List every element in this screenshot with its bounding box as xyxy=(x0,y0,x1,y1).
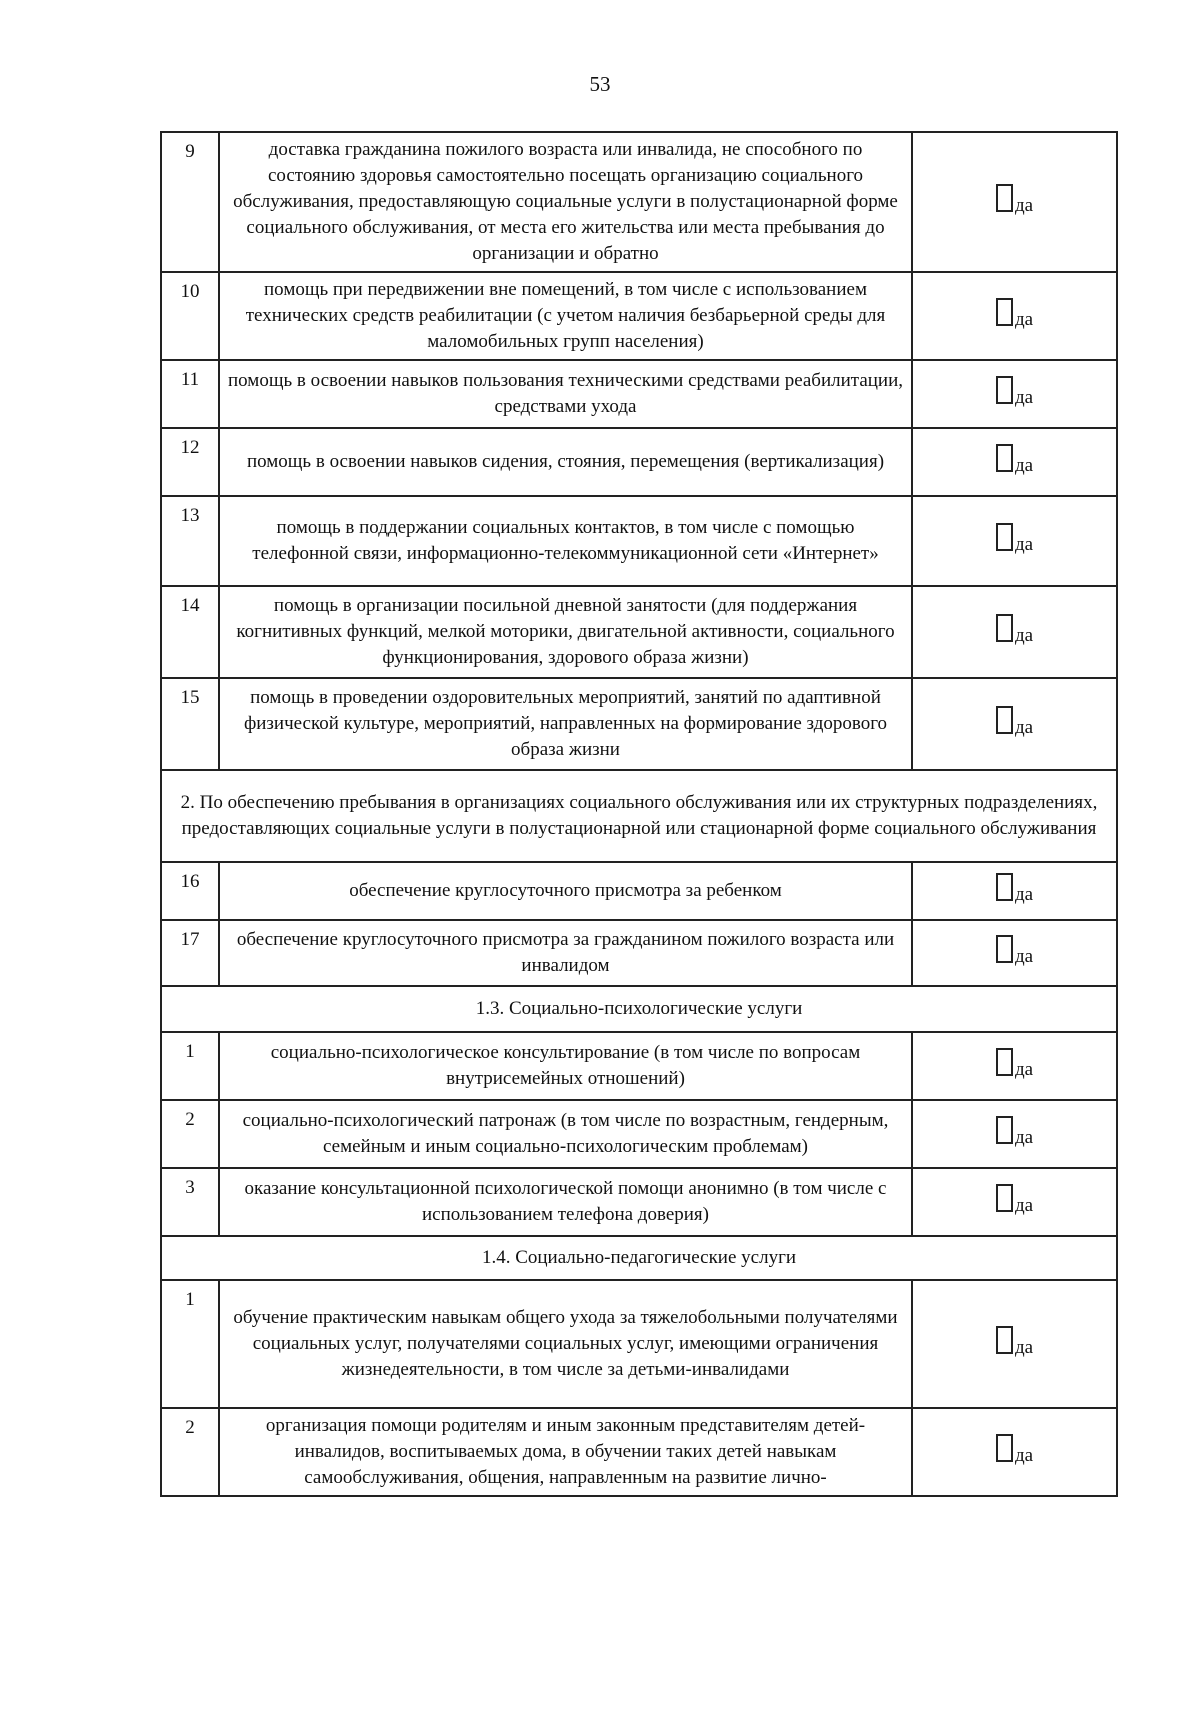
checkbox-label: да xyxy=(1014,717,1034,738)
checkbox-label: да xyxy=(1014,1445,1034,1466)
checkbox-label: да xyxy=(1014,625,1034,646)
checkbox-square-icon[interactable] xyxy=(996,1326,1013,1354)
section-header-row xyxy=(161,986,1117,1032)
page-number: 53 xyxy=(589,72,611,96)
checkbox-label: да xyxy=(1014,387,1034,408)
yes-checkbox[interactable] xyxy=(996,1434,1034,1466)
yes-checkbox[interactable] xyxy=(996,873,1034,905)
checkbox-label: да xyxy=(1014,195,1034,216)
service-row xyxy=(161,132,1117,272)
checkbox-label: да xyxy=(1014,884,1034,905)
checkbox-square-icon[interactable] xyxy=(996,523,1013,551)
checkbox-cell xyxy=(912,1032,1117,1100)
service-description: помощь в поддержании социальных контактов, в том числе с помощью телефонной связи, информационно-телекоммуникационной сети «Интернет» xyxy=(219,496,912,586)
checkbox-cell xyxy=(912,496,1117,586)
section-header-row xyxy=(161,770,1117,862)
checkbox-cell xyxy=(912,1168,1117,1236)
row-number: 9 xyxy=(161,132,219,272)
service-row xyxy=(161,586,1117,678)
row-number: 2 xyxy=(161,1408,219,1496)
checkbox-square-icon[interactable] xyxy=(996,298,1013,326)
service-row xyxy=(161,1168,1117,1236)
checkbox-label: да xyxy=(1014,946,1034,967)
checkbox-cell xyxy=(912,132,1117,272)
yes-checkbox[interactable] xyxy=(996,935,1034,967)
row-number: 1 xyxy=(161,1280,219,1408)
service-row xyxy=(161,428,1117,496)
row-number: 17 xyxy=(161,920,219,986)
checkbox-cell xyxy=(912,678,1117,770)
service-row xyxy=(161,272,1117,360)
checkbox-label: да xyxy=(1014,309,1034,330)
service-description: обеспечение круглосуточного присмотра за гражданином пожилого возраста или инвалидом xyxy=(219,920,912,986)
checkbox-cell xyxy=(912,272,1117,360)
yes-checkbox[interactable] xyxy=(996,184,1034,216)
checkbox-cell xyxy=(912,1408,1117,1496)
checkbox-label: да xyxy=(1014,534,1034,555)
row-number: 11 xyxy=(161,360,219,428)
row-number: 3 xyxy=(161,1168,219,1236)
checkbox-square-icon[interactable] xyxy=(996,706,1013,734)
section-title: 1.4. Социально-педагогические услуги xyxy=(161,1236,1117,1280)
service-description: обучение практическим навыкам общего ухода за тяжелобольными получателями социальных услуг, получателями социальных услуг, имеющими ограничения жизнедеятельности, в том числе за детьми-инвалидами xyxy=(219,1280,912,1408)
checkbox-label: да xyxy=(1014,1337,1034,1358)
service-row xyxy=(161,920,1117,986)
service-description: организация помощи родителям и иным законным представителям детей-инвалидов, воспитываемых дома, в обучении таких детей навыкам самообслуживания, общения, направленным на развитие лично- xyxy=(219,1408,912,1496)
service-description: помощь при передвижении вне помещений, в том числе с использованием технических средств реабилитации (с учетом наличия безбарьерной среды для маломобильных групп населения) xyxy=(219,272,912,360)
section-title: 2. По обеспечению пребывания в организациях социального обслуживания или их структурных подразделениях, предоставляющих социальные услуги в полустационарной или стационарной форме социального обслуживания xyxy=(161,770,1117,862)
service-description: социально-психологическое консультирование (в том числе по вопросам внутрисемейных отношений) xyxy=(219,1032,912,1100)
services-table xyxy=(160,131,1118,1497)
service-description: социально-психологический патронаж (в том числе по возрастным, гендерным, семейным и иным социально-психологическим проблемам) xyxy=(219,1100,912,1168)
checkbox-label: да xyxy=(1014,455,1034,476)
yes-checkbox[interactable] xyxy=(996,706,1034,738)
row-number: 13 xyxy=(161,496,219,586)
service-description: доставка гражданина пожилого возраста или инвалида, не способного по состоянию здоровья самостоятельно посещать организацию социального обслуживания, предоставляющую социальные услуги в полустационарной форме социального обслуживания, от места его жительства или места пребывания до организации и обратно xyxy=(219,132,912,272)
service-row xyxy=(161,1280,1117,1408)
row-number: 16 xyxy=(161,862,219,920)
yes-checkbox[interactable] xyxy=(996,298,1034,330)
row-number: 1 xyxy=(161,1032,219,1100)
row-number: 10 xyxy=(161,272,219,360)
yes-checkbox[interactable] xyxy=(996,614,1034,646)
checkbox-square-icon[interactable] xyxy=(996,184,1013,212)
row-number: 12 xyxy=(161,428,219,496)
checkbox-square-icon[interactable] xyxy=(996,376,1013,404)
checkbox-square-icon[interactable] xyxy=(996,614,1013,642)
checkbox-cell xyxy=(912,586,1117,678)
service-row xyxy=(161,1100,1117,1168)
yes-checkbox[interactable] xyxy=(996,1048,1034,1080)
checkbox-cell xyxy=(912,360,1117,428)
checkbox-square-icon[interactable] xyxy=(996,1116,1013,1144)
section-title: 1.3. Социально-психологические услуги xyxy=(161,986,1117,1032)
service-description: помощь в освоении навыков сидения, стояния, перемещения (вертикализация) xyxy=(219,428,912,496)
checkbox-square-icon[interactable] xyxy=(996,935,1013,963)
yes-checkbox[interactable] xyxy=(996,523,1034,555)
checkbox-cell xyxy=(912,920,1117,986)
row-number: 14 xyxy=(161,586,219,678)
row-number: 15 xyxy=(161,678,219,770)
checkbox-cell xyxy=(912,428,1117,496)
service-row xyxy=(161,678,1117,770)
checkbox-square-icon[interactable] xyxy=(996,444,1013,472)
checkbox-label: да xyxy=(1014,1195,1034,1216)
service-description: помощь в организации посильной дневной занятости (для поддержания когнитивных функций, мелкой моторики, двигательной активности, социального функционирования, здорового образа жизни) xyxy=(219,586,912,678)
service-description: помощь в освоении навыков пользования техническими средствами реабилитации, средствами ухода xyxy=(219,360,912,428)
checkbox-square-icon[interactable] xyxy=(996,873,1013,901)
yes-checkbox[interactable] xyxy=(996,1116,1034,1148)
checkbox-label: да xyxy=(1014,1059,1034,1080)
checkbox-cell xyxy=(912,862,1117,920)
service-row xyxy=(161,862,1117,920)
service-description: оказание консультационной психологической помощи анонимно (в том числе с использованием телефона доверия) xyxy=(219,1168,912,1236)
service-row xyxy=(161,1408,1117,1496)
yes-checkbox[interactable] xyxy=(996,1326,1034,1358)
service-description: помощь в проведении оздоровительных мероприятий, занятий по адаптивной физической культуре, мероприятий, направленных на формирование здорового образа жизни xyxy=(219,678,912,770)
section-header-row xyxy=(161,1236,1117,1280)
checkbox-square-icon[interactable] xyxy=(996,1184,1013,1212)
service-row xyxy=(161,1032,1117,1100)
checkbox-square-icon[interactable] xyxy=(996,1048,1013,1076)
yes-checkbox[interactable] xyxy=(996,376,1034,408)
service-row xyxy=(161,360,1117,428)
service-description: обеспечение круглосуточного присмотра за ребенком xyxy=(219,862,912,920)
yes-checkbox[interactable] xyxy=(996,1184,1034,1216)
checkbox-square-icon[interactable] xyxy=(996,1434,1013,1462)
checkbox-cell xyxy=(912,1100,1117,1168)
row-number: 2 xyxy=(161,1100,219,1168)
service-row xyxy=(161,496,1117,586)
yes-checkbox[interactable] xyxy=(996,444,1034,476)
checkbox-cell xyxy=(912,1280,1117,1408)
checkbox-label: да xyxy=(1014,1127,1034,1148)
